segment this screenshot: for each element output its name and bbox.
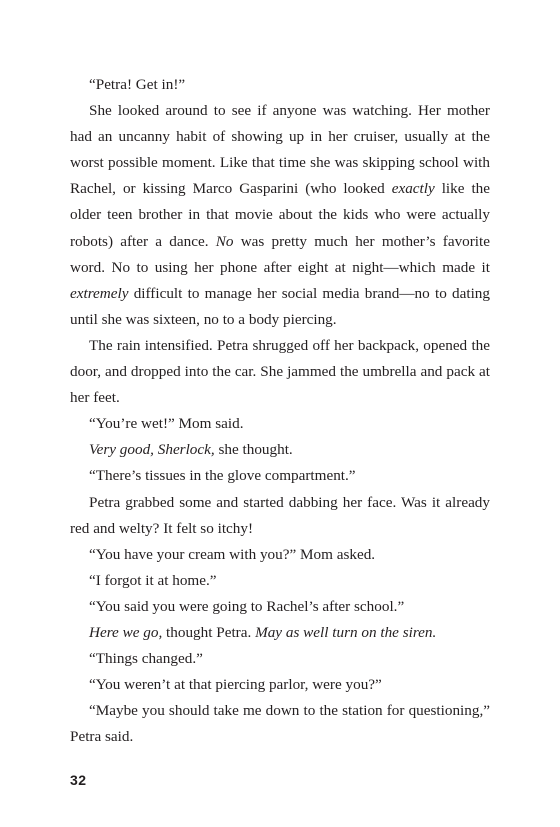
text-run: “I forgot it at home.” [89, 571, 217, 589]
text-run: “You have your cream with you?” Mom asked. [89, 545, 376, 563]
paragraph [70, 568, 490, 594]
italic-text: Very good, Sherlock, [89, 441, 215, 459]
italic-text: May as well turn on the siren. [255, 623, 437, 641]
text-run: She looked around to see if anyone was watching. Her mother had an uncanny habit of showing up in her cruiser, usually at the worst possible moment. Like that time she was skipping school with Rachel, or kissing Marco Gasparini (who looked [70, 102, 490, 198]
paragraph [70, 672, 490, 698]
paragraph [70, 542, 490, 568]
text-run: was pretty much her mother’s favorite word. No to using her phone after eight at night—which made it [70, 232, 490, 276]
text-run: Petra grabbed some and started dabbing her face. Was it already red and welty? It felt so itchy! [70, 493, 490, 537]
text-run: “You weren’t at that piercing parlor, were you?” [89, 676, 382, 694]
page-number: 32 [70, 772, 87, 788]
text-run: like the older teen brother in that movie about the kids who were actually robots) after a dance. [70, 180, 490, 250]
paragraph [70, 646, 490, 672]
text-run: “There’s tissues in the glove compartment.” [89, 467, 356, 485]
paragraph [70, 490, 490, 542]
text-run: The rain intensified. Petra shrugged off her backpack, opened the door, and dropped into the car. She jammed the umbrella and pack at her feet. [70, 336, 490, 407]
paragraph [70, 333, 490, 411]
text-run: “You’re wet!” Mom said. [89, 415, 244, 433]
italic-text: exactly [391, 180, 435, 198]
italic-text: extremely [70, 284, 129, 302]
body-text [70, 72, 490, 750]
text-run: she thought. [214, 441, 293, 459]
text-run: thought Petra. [162, 623, 256, 641]
italic-text: No [215, 232, 234, 250]
paragraph [70, 411, 490, 437]
text-run: “You said you were going to Rachel’s after school.” [89, 597, 405, 615]
text-run: difficult to manage her social media brand—no to dating until she was sixteen, no to a body piercing. [70, 284, 490, 328]
paragraph [70, 72, 490, 98]
text-run: “Things changed.” [89, 650, 203, 668]
paragraph [70, 594, 490, 620]
paragraph [70, 698, 490, 750]
text-run: “Maybe you should take me down to the station for questioning,” Petra said. [70, 702, 490, 746]
paragraph [70, 437, 490, 463]
italic-text: Here we go, [89, 623, 163, 641]
text-run: “Petra! Get in!” [89, 76, 186, 93]
paragraph [70, 98, 490, 333]
paragraph [70, 463, 490, 489]
paragraph [70, 620, 490, 646]
